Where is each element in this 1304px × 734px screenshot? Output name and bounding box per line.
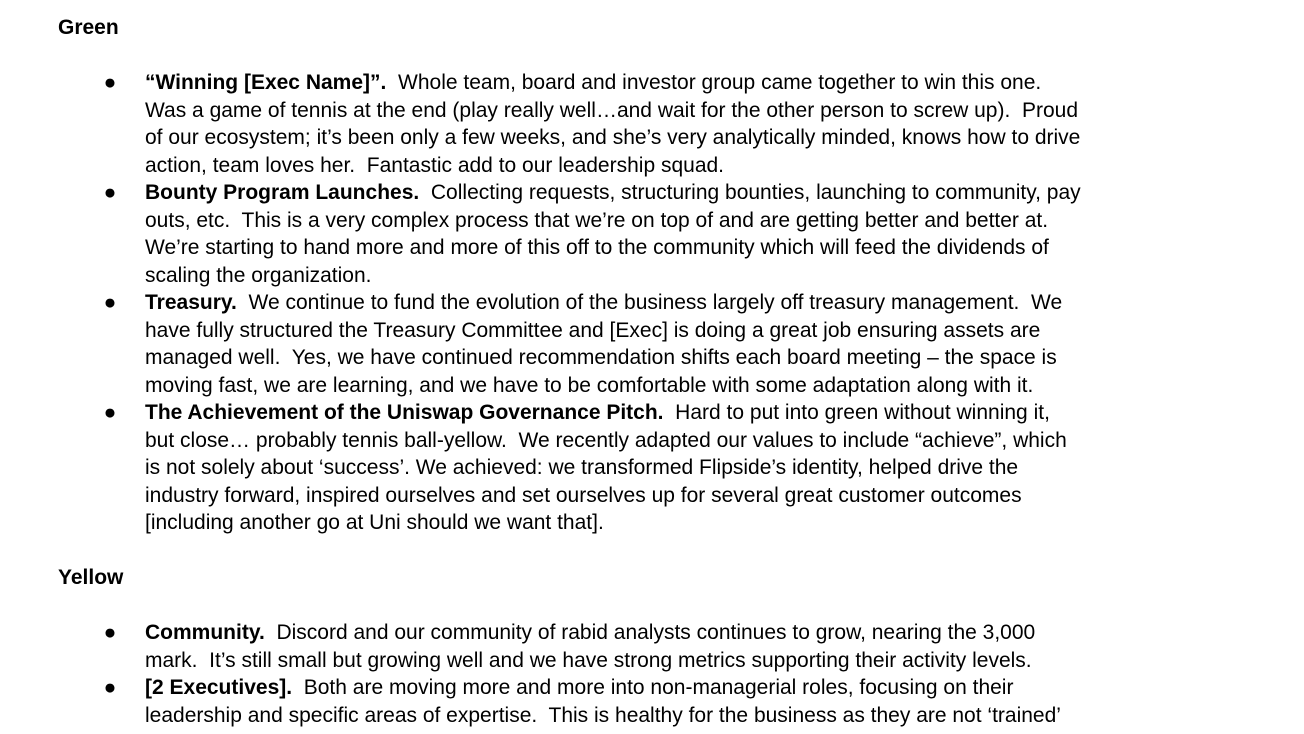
item-text: Whole team, board and investor group came together to win this one. — [386, 71, 1042, 94]
list-item — [0, 179, 1304, 289]
section-heading: Green — [58, 16, 119, 39]
text-line — [145, 317, 1304, 345]
text-line — [145, 207, 1304, 235]
item-text: Both are moving more and more into non-managerial roles, focusing on their — [292, 676, 1014, 699]
text-line — [145, 509, 1304, 537]
item-text: We’re starting to hand more and more of this off to the community which will feed the dividends of — [145, 236, 1049, 259]
item-text: [including another go at Uni should we want that]. — [145, 511, 604, 534]
text-line — [145, 427, 1304, 455]
bullet-icon: ● — [103, 291, 117, 314]
bullet-icon: ● — [103, 401, 117, 424]
text-line — [145, 97, 1304, 125]
blank-line — [0, 592, 1304, 620]
blank-line — [0, 42, 1304, 70]
item-title: [2 Executives]. — [145, 676, 293, 699]
item-text: mark. It’s still small but growing well and we have strong metrics supporting their activity levels. — [145, 648, 1032, 672]
list-item — [0, 619, 1304, 674]
list-item — [0, 399, 1304, 537]
item-title: The Achievement of the Uniswap Governance Pitch. — [145, 401, 664, 424]
bullet-list — [0, 619, 1304, 729]
list-item — [0, 289, 1304, 399]
section-heading: Yellow — [58, 566, 124, 589]
item-text: Was a game of tennis at the end (play really well…and wait for the other person to screw up). Proud — [145, 98, 1079, 122]
item-title: Treasury. — [145, 291, 237, 314]
item-text: scaling the organization. — [145, 263, 372, 287]
item-text: have fully structured the Treasury Committee and [Exec] is doing a great job ensuring assets are — [145, 318, 1041, 342]
text-line — [145, 454, 1304, 482]
item-title: Bounty Program Launches. — [145, 181, 420, 204]
item-text: action, team loves her. Fantastic add to our leadership squad. — [145, 153, 725, 177]
document-body — [0, 14, 1304, 729]
item-title: Community. — [145, 621, 265, 644]
item-text: industry forward, inspired ourselves and set ourselves up for several great customer outcomes — [145, 483, 1022, 507]
text-line — [145, 69, 1304, 97]
list-item — [0, 69, 1304, 179]
list-item — [0, 674, 1304, 729]
text-line — [145, 647, 1304, 675]
item-text: outs, etc. This is a very complex process that we’re on top of and are getting better and better at. — [145, 208, 1049, 232]
item-text: moving fast, we are learning, and we have to be comfortable with some adaptation along with it. — [145, 373, 1034, 397]
text-line — [145, 344, 1304, 372]
item-text: but close… probably tennis ball-yellow. We recently adapted our values to include “achieve”, which — [145, 428, 1067, 452]
item-text: of our ecosystem; it’s been only a few weeks, and she’s very analytically minded, knows how to drive — [145, 126, 1081, 149]
bullet-icon: ● — [103, 676, 117, 699]
bullet-icon: ● — [103, 621, 117, 644]
text-line — [145, 482, 1304, 510]
bullet-list — [0, 69, 1304, 537]
blank-line — [0, 537, 1304, 565]
bullet-icon: ● — [103, 71, 117, 94]
item-text: Collecting requests, structuring bounties, launching to community, pay — [419, 181, 1081, 204]
text-line — [145, 152, 1304, 180]
item-text: We continue to fund the evolution of the business largely off treasury management. We — [236, 291, 1063, 314]
bullet-icon: ● — [103, 181, 117, 204]
item-text: Discord and our community of rabid analysts continues to grow, nearing the 3,000 — [264, 621, 1036, 644]
item-title: “Winning [Exec Name]”. — [145, 71, 387, 94]
item-text: leadership and specific areas of expertise. This is healthy for the business as they are not ‘trained’ — [145, 703, 1061, 727]
text-line — [145, 399, 1304, 427]
text-line — [145, 234, 1304, 262]
text-line — [145, 372, 1304, 400]
item-text: managed well. Yes, we have continued recommendation shifts each board meeting – the space is — [145, 346, 1057, 369]
text-line — [145, 702, 1304, 730]
item-text: Hard to put into green without winning it, — [663, 401, 1050, 424]
text-line — [145, 674, 1304, 702]
text-line — [145, 179, 1304, 207]
text-line — [145, 262, 1304, 290]
text-line — [145, 124, 1304, 152]
text-line — [145, 619, 1304, 647]
item-text: is not solely about ‘success’. We achieved: we transformed Flipside’s identity, helped drive the — [145, 456, 1019, 479]
text-line — [145, 289, 1304, 317]
